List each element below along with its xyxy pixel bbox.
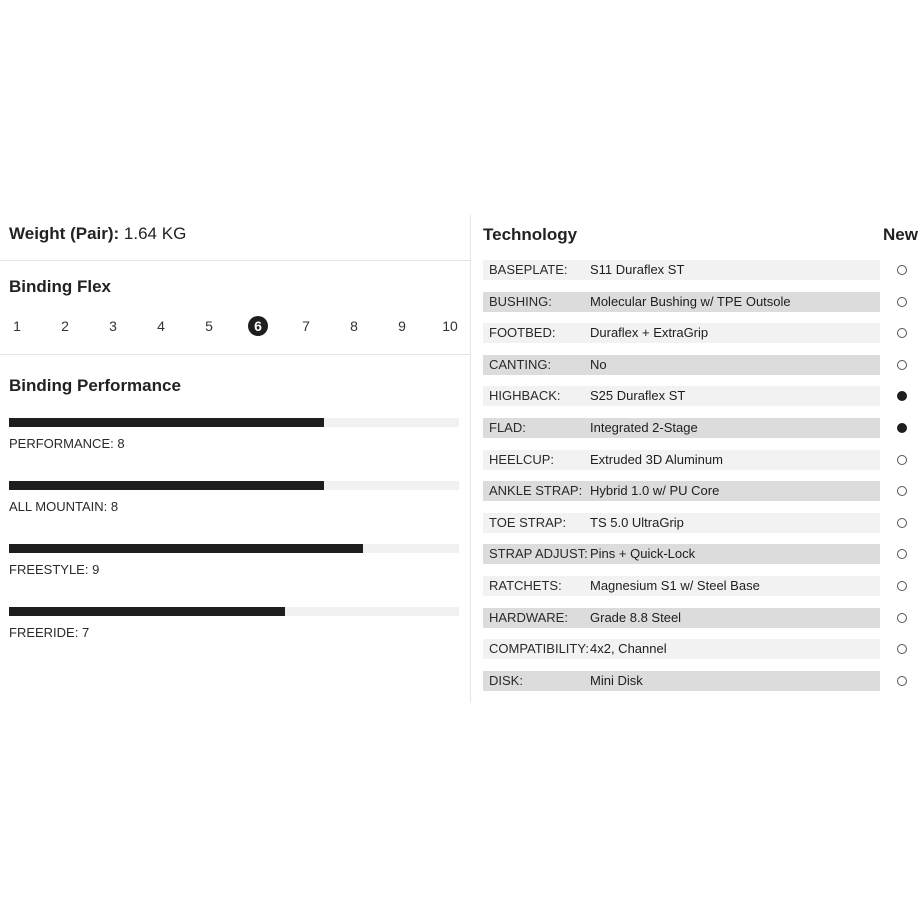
performance-bar-track (9, 544, 459, 553)
technology-value: 4x2, Channel (590, 641, 667, 657)
technology-value: Duraflex + ExtraGrip (590, 325, 709, 341)
technology-header (483, 215, 920, 260)
flex-option-2: 2 (61, 318, 69, 334)
technology-row (483, 292, 920, 312)
technology-key: COMPATIBILITY: (489, 641, 589, 657)
binding-performance-section (0, 355, 470, 655)
flex-option-8: 8 (350, 318, 358, 334)
technology-row (483, 418, 920, 438)
new-indicator-empty-icon (897, 613, 907, 623)
technology-key: FLAD: (489, 420, 526, 435)
technology-value: Magnesium S1 w/ Steel Base (590, 578, 760, 593)
new-indicator-empty-icon (897, 486, 907, 496)
binding-flex-section (0, 261, 470, 354)
technology-key: DISK: (489, 672, 523, 688)
technology-title: Technology (483, 225, 578, 244)
technology-row (483, 481, 920, 501)
technology-value: Extruded 3D Aluminum (590, 451, 723, 467)
technology-key: HEELCUP: (489, 451, 555, 467)
performance-bar-fill (9, 418, 324, 427)
flex-option-6: 6 (248, 316, 268, 336)
new-indicator-empty-icon (897, 265, 907, 275)
binding-flex-title: Binding Flex (9, 277, 111, 296)
technology-value: Integrated 2-Stage (590, 420, 698, 435)
technology-key: TOE STRAP: (489, 514, 567, 530)
technology-value: S25 Duraflex ST (590, 388, 686, 404)
performance-bar-fill (9, 544, 363, 553)
new-indicator-empty-icon (897, 676, 907, 686)
new-indicator-empty-icon (897, 455, 907, 465)
flex-option-4: 4 (157, 318, 165, 334)
technology-value: Mini Disk (590, 672, 643, 688)
technology-key: FOOTBED: (489, 325, 556, 341)
technology-value: Pins + Quick-Lock (590, 546, 696, 562)
technology-value: TS 5.0 UltraGrip (590, 514, 684, 530)
technology-key: BASEPLATE: (489, 262, 568, 277)
new-indicator-filled-icon (897, 391, 907, 401)
technology-value: No (590, 356, 607, 372)
flex-option-10: 10 (442, 318, 458, 334)
new-indicator-filled-icon (897, 423, 907, 433)
flex-option-7: 7 (302, 318, 310, 334)
performance-bar-track (9, 418, 459, 427)
technology-key: HIGHBACK: (489, 388, 561, 404)
technology-row (483, 386, 920, 406)
performance-bar-fill (9, 607, 285, 616)
technology-key: RATCHETS: (489, 578, 562, 593)
column-divider (470, 215, 471, 703)
technology-value: Hybrid 1.0 w/ PU Core (590, 483, 720, 499)
specs-left-panel (0, 215, 470, 655)
performance-bar-label: FREERIDE: 7 (9, 625, 90, 640)
performance-bar-label: PERFORMANCE: 8 (9, 436, 125, 451)
performance-bar-track (9, 481, 459, 490)
technology-key: CANTING: (489, 356, 552, 372)
performance-bar-label: FREESTYLE: 9 (9, 562, 100, 577)
new-indicator-empty-icon (897, 328, 907, 338)
technology-row (483, 608, 920, 628)
weight-spec (0, 215, 470, 260)
technology-row (483, 260, 920, 280)
new-indicator-empty-icon (897, 297, 907, 307)
new-indicator-empty-icon (897, 549, 907, 559)
flex-option-9: 9 (398, 318, 406, 334)
technology-key: ANKLE STRAP: (489, 483, 583, 499)
new-indicator-empty-icon (897, 518, 907, 528)
weight-label: Weight (Pair): (9, 224, 120, 243)
flex-option-5: 5 (205, 318, 213, 334)
technology-row-background (483, 671, 880, 691)
binding-performance-title: Binding Performance (9, 376, 181, 395)
technology-row (483, 323, 920, 343)
technology-row (483, 639, 920, 659)
new-indicator-empty-icon (897, 581, 907, 591)
technology-value: Grade 8.8 Steel (590, 609, 682, 625)
technology-value: Molecular Bushing w/ TPE Outsole (590, 293, 791, 309)
technology-row (483, 544, 920, 564)
new-indicator-empty-icon (897, 360, 907, 370)
technology-key: STRAP ADJUST: (489, 546, 588, 562)
technology-key: HARDWARE: (489, 609, 568, 625)
technology-row (483, 513, 920, 533)
performance-bar-track (9, 607, 459, 616)
flex-scale (0, 316, 470, 336)
technology-row (483, 671, 920, 691)
technology-value: S11 Duraflex ST (590, 262, 685, 277)
new-indicator-empty-icon (897, 644, 907, 654)
technology-panel (483, 215, 920, 688)
technology-row (483, 355, 920, 375)
performance-bar-fill (9, 481, 324, 490)
technology-row (483, 576, 920, 596)
flex-option-1: 1 (13, 318, 21, 334)
new-column-title: New (883, 225, 918, 244)
technology-key: BUSHING: (489, 293, 552, 309)
flex-option-3: 3 (109, 318, 117, 334)
technology-row (483, 450, 920, 470)
weight-value: 1.64 KG (123, 224, 187, 243)
performance-bar-label: ALL MOUNTAIN: 8 (9, 499, 119, 514)
